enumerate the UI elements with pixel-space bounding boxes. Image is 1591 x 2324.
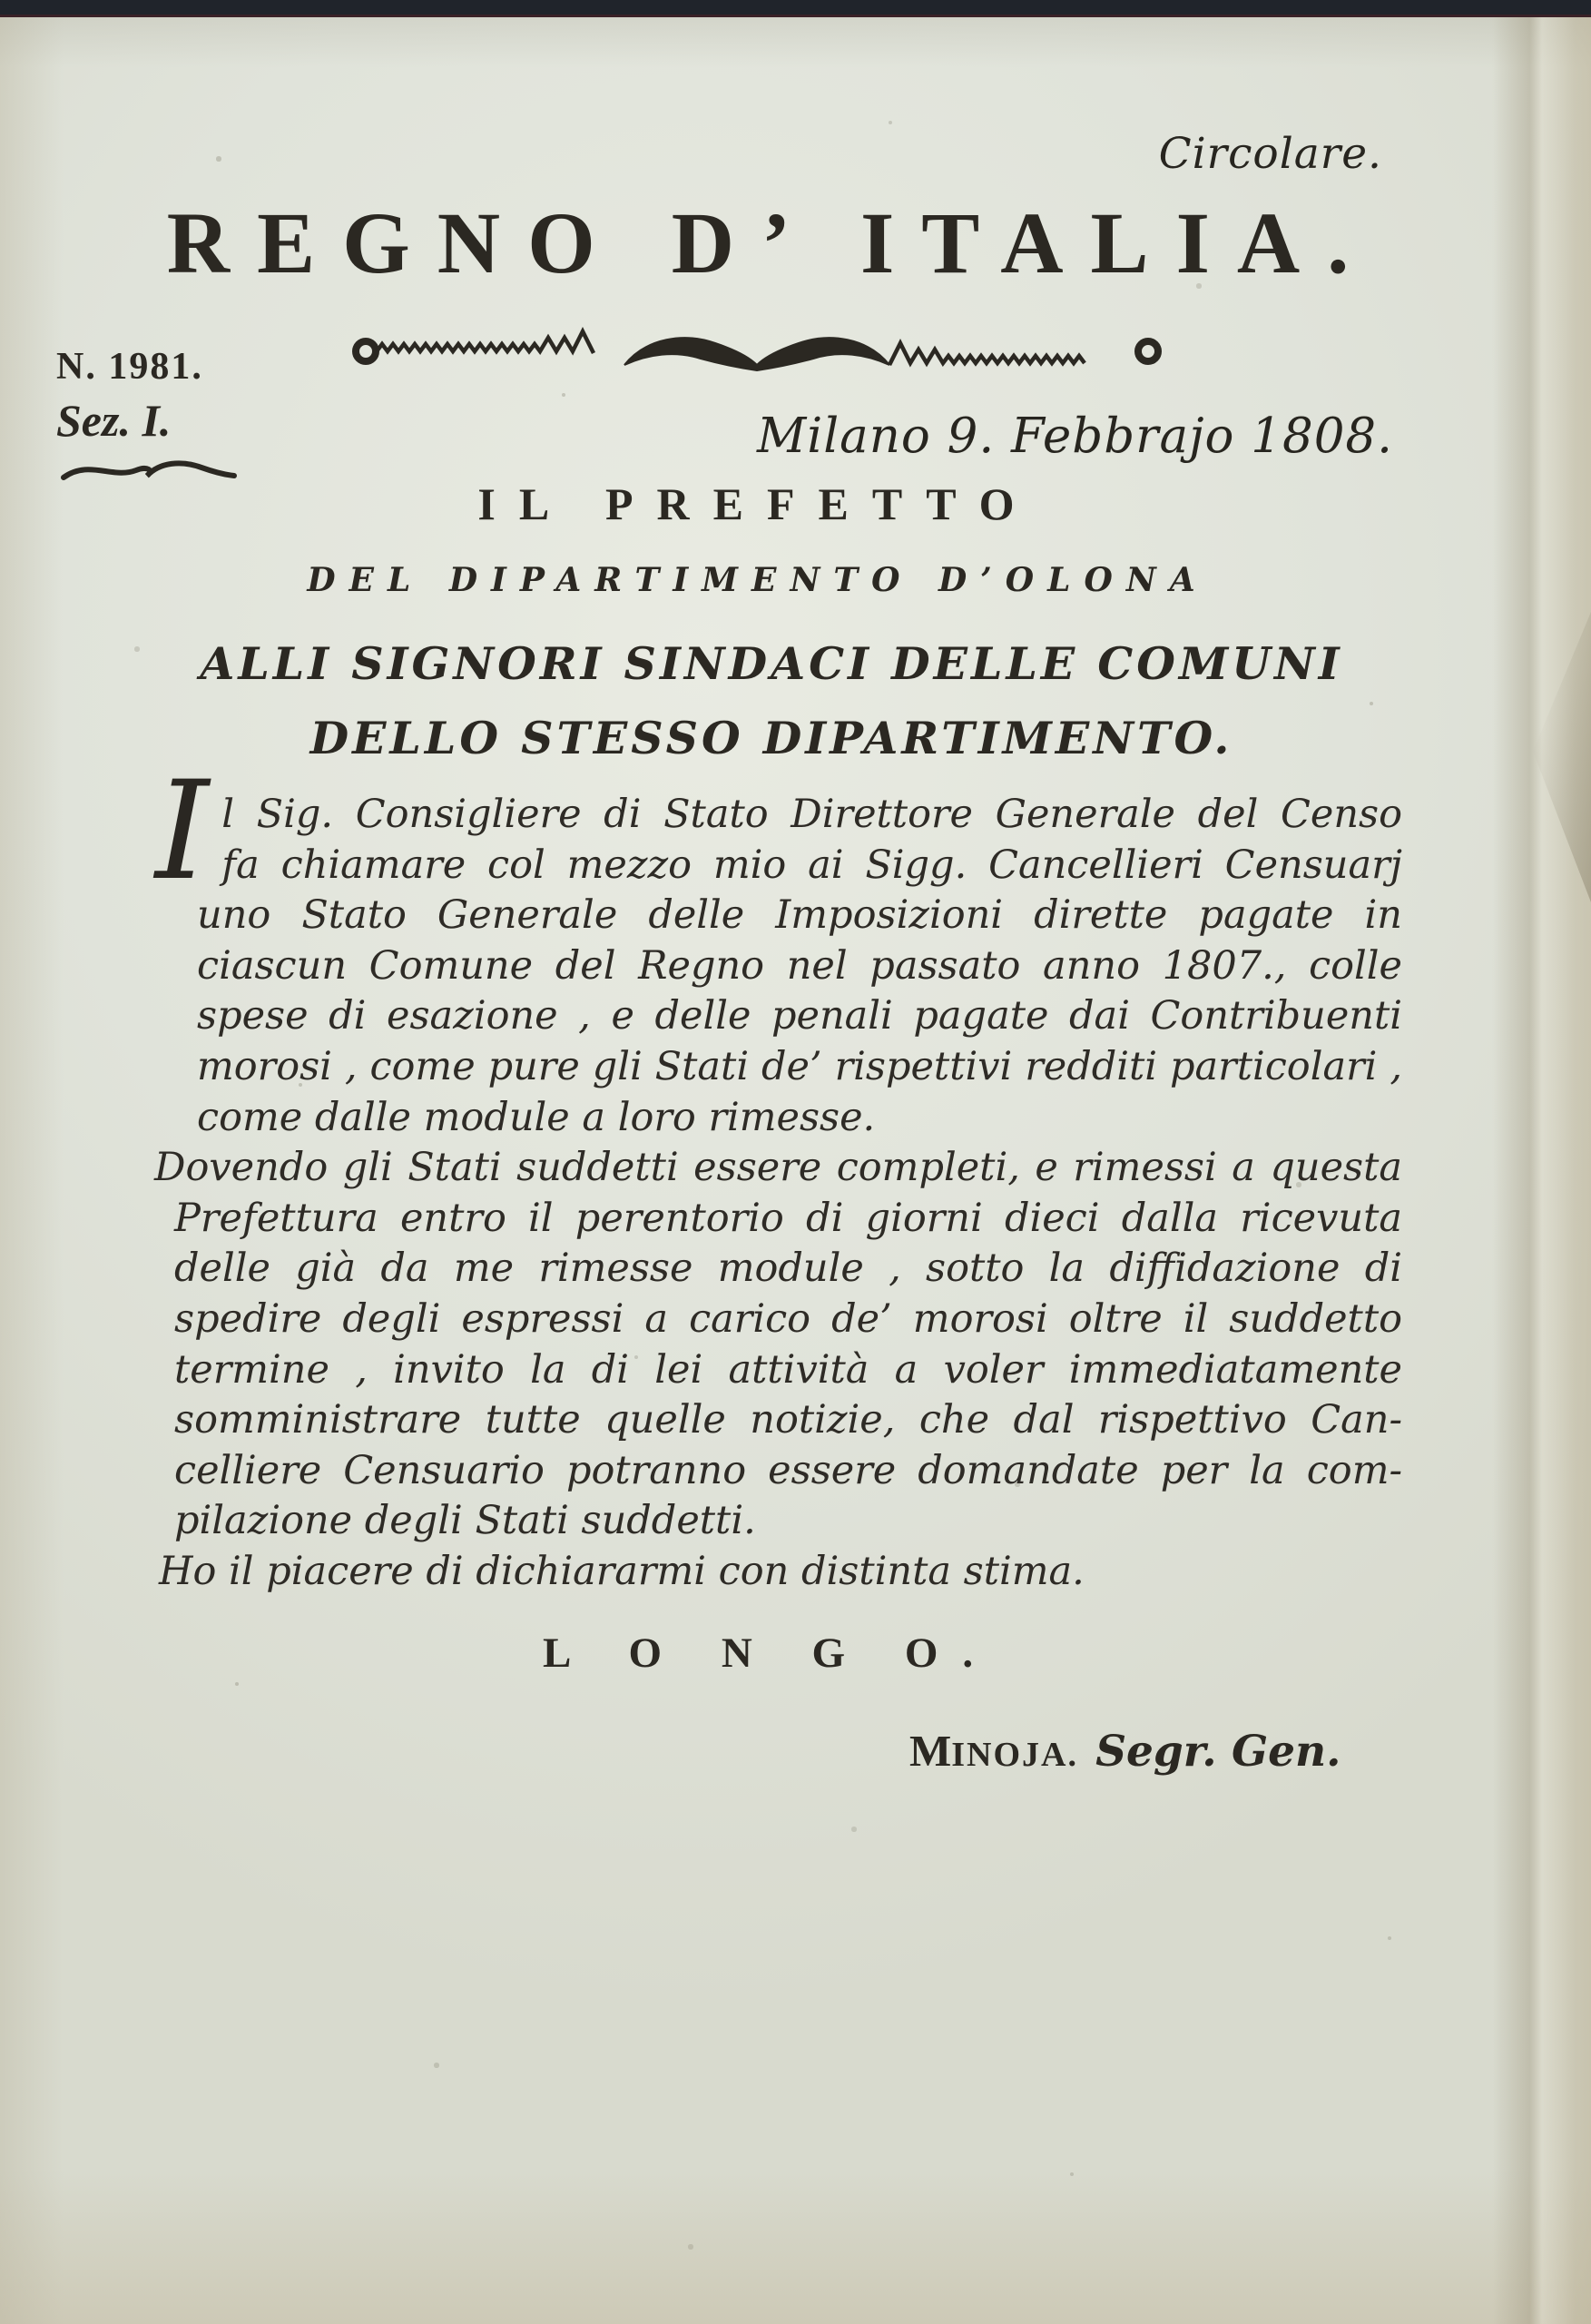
body-line: fa chiamare col mezzo mio ai Sigg. Cancellieri Censuarj: [221, 842, 1402, 888]
paper: [0, 13, 1591, 2324]
body-line: delle già da me rimesse module , sotto la diffidazione di: [174, 1246, 1402, 1292]
closing-line: Ho il piacere di dichiararmi con distinta stima.: [159, 1548, 1085, 1594]
reference-section: Sez. I.: [56, 395, 172, 446]
reference-number: N. 1981.: [56, 346, 203, 388]
body-line: Dovendo gli Stati suddetti essere completi, e rimessi a questa: [154, 1145, 1402, 1191]
drop-cap: I: [155, 753, 210, 911]
secretary-title: Segr. Gen.: [1095, 1727, 1341, 1777]
reference-block: [56, 345, 240, 490]
secretary-signature: [909, 1725, 1341, 1777]
prefect-heading: IL PREFETTO: [477, 478, 1038, 529]
paper-crease: [1493, 13, 1575, 2324]
signature-name: L O N G O.: [543, 1630, 998, 1677]
body-line: l Sig. Consigliere di Stato Direttore Generale del Censo: [221, 792, 1402, 837]
body-line: uno Stato Generale delle Imposizioni dirette pagate in: [197, 892, 1402, 939]
dateline: Milano 9. Febbrajo 1808.: [756, 409, 1393, 464]
photo-top-edge: [0, 0, 1591, 17]
addressee-line-2: DELLO STESSO DIPARTIMENTO.: [309, 712, 1233, 764]
addressee-line-1: ALLI SIGNORI SINDACI DELLE COMUNI: [200, 637, 1343, 690]
body-line: ciascun Comune del Regno nel passato anno 1807., colle: [197, 942, 1402, 989]
addressee-heading: [64, 626, 1479, 775]
paragraph-2: [132, 1143, 1402, 1547]
body-line: come dalle module a loro rimesse.: [197, 1094, 876, 1140]
secretary-name-rest: INOJA.: [951, 1736, 1078, 1774]
body-line: spedire degli espressi a carico de’ morosi oltre il suddetto: [174, 1295, 1402, 1342]
body-line: Prefettura entro il perentorio di giorni dieci dalla ricevuta: [174, 1195, 1402, 1241]
divider-ornament-icon: [352, 323, 1162, 381]
page-title: REGNO D’ ITALIA.: [166, 194, 1377, 291]
department-heading: DEL DIPARTIMENTO D’OLONA: [307, 561, 1209, 599]
circolare-label: Circolare.: [1158, 129, 1382, 179]
body-line: somministrare tutte quelle notizie, che dal rispettivo Can-: [174, 1397, 1402, 1443]
body-line: termine , invito la di lei attività a voler immediatamente: [174, 1346, 1402, 1393]
body-line: spese di esazione , e delle penali pagate dai Contribuenti: [197, 993, 1402, 1039]
body-text: [132, 753, 1402, 1598]
body-line: pilazione degli Stati suddetti.: [174, 1498, 756, 1544]
body-line: celliere Censuario potranno essere domandate per la com-: [174, 1447, 1402, 1493]
paragraph-1: [132, 753, 1402, 1143]
body-line: morosi , come pure gli Stati de’ rispettivi redditi particolari ,: [197, 1043, 1402, 1089]
secretary-initial: M: [909, 1726, 952, 1776]
